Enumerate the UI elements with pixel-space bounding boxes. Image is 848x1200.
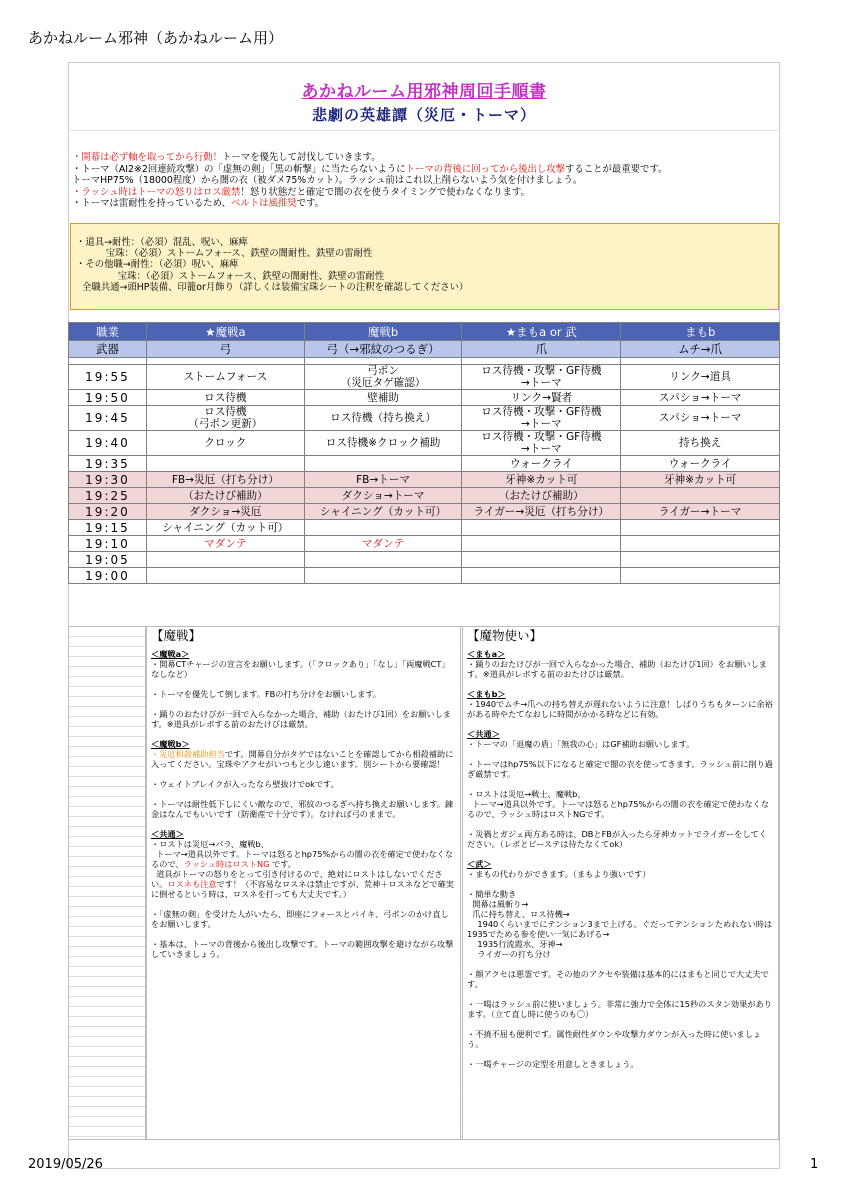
action-cell — [304, 568, 462, 584]
monster-master-panel — [462, 627, 779, 1139]
title-block — [68, 62, 780, 131]
action-cell: ロス待機 （弓ポン更新） — [146, 406, 304, 431]
action-cell: ロス待機 — [146, 390, 304, 406]
note-paragraph: ・トーマを優先して倒します。FBの打ち分けをお願いします。 — [151, 689, 382, 699]
note-paragraph: ・基本は、トーマの背後から後出し攻撃です。トーマの範囲攻撃を避けながら攻撃していきましょう。 — [151, 939, 454, 959]
action-cell — [621, 488, 780, 504]
margin-column — [69, 627, 146, 1139]
time-row — [69, 365, 780, 390]
note-paragraph: ・顔アクセは悪霊です。その他のアクセや装備は基本的にはまもと同じで大丈夫です。 — [467, 969, 769, 989]
action-cell: 壁補助 — [304, 390, 462, 406]
action-cell: ライガー→災厄（打ち分け） — [462, 504, 621, 520]
time-cell: 19:40 — [69, 431, 147, 456]
strategy-notes — [72, 152, 772, 210]
action-cell: 牙神※カット可 — [462, 472, 621, 488]
action-cell: リンク→賢者 — [462, 390, 621, 406]
action-cell: クロック — [146, 431, 304, 456]
action-cell: ロス待機・攻撃・GF待機 →トーマ — [462, 431, 621, 456]
action-cell — [146, 568, 304, 584]
job-header-row — [69, 323, 780, 341]
note-paragraph: ・一喝チャージの定型を用意しときましょう。 — [467, 1059, 639, 1069]
action-cell: 弓ポン （災厄タゲ確認） — [304, 365, 462, 390]
note-line: ・トーマは雷耐性を持っているため、ベルトは風推奨です。 — [72, 198, 325, 209]
action-cell: ウォークライ — [462, 456, 621, 472]
role-notes-area — [68, 626, 780, 1140]
action-cell: ロス待機※クロック補助 — [304, 431, 462, 456]
prep-line: ・その他職→耐性：（必須）呪い、麻痺 — [76, 259, 239, 271]
sub-title: 悲劇の英雄譚（災厄・トーマ） — [311, 106, 536, 124]
action-cell: シャイニング（カット可） — [304, 504, 462, 520]
action-cell: ダクショ→災厄 — [146, 504, 304, 520]
note-line: トーマHP75%（18000程度）から闇の衣（被ダメ75%カット）。ラッシュ前はこれ以上削らないよう気を付けましょう。 — [72, 175, 583, 186]
action-cell — [462, 520, 621, 536]
action-cell: リンク→道具 — [621, 365, 780, 390]
weapon-header-row — [69, 341, 780, 358]
action-cell — [146, 456, 304, 472]
note-paragraph: ・踊りのおたけびが一回で入らなかった場合、補助（おたけび1回）をお願いします。※道具がレボする前のおたけびは厳禁。 — [467, 659, 767, 679]
time-cell: 19:00 — [69, 568, 147, 584]
weapon-header: 爪 — [462, 341, 621, 358]
time-row — [69, 472, 780, 488]
note-paragraph: ・ロストは災厄→戦士、魔戦b、 トーマ→道具以外です。トーマは怒るとhp75%からの闇の衣を確定で使わなくなるので、ラッシュ時はロストNGです。 — [467, 789, 770, 819]
action-cell: マダンテ — [146, 536, 304, 552]
action-cell: ロス待機・攻撃・GF待機 →トーマ — [462, 365, 621, 390]
time-cell: 19:20 — [69, 504, 147, 520]
action-cell: ダクショ→トーマ — [304, 488, 462, 504]
action-cell — [621, 568, 780, 584]
panel-heading: 【魔戦】 — [151, 628, 202, 643]
time-cell: 19:15 — [69, 520, 147, 536]
section-title: ＜魔戦a＞ — [151, 649, 190, 659]
action-cell: FB→トーマ — [304, 472, 462, 488]
action-cell: ウォークライ — [621, 456, 780, 472]
time-row — [69, 536, 780, 552]
action-cell — [462, 568, 621, 584]
section-title: ＜武＞ — [467, 859, 492, 869]
prep-line: 宝珠：（必須）ストームフォース、鉄壁の闇耐性、鉄壁の雷耐性 — [76, 248, 373, 260]
time-row — [69, 456, 780, 472]
section-title: ＜まもa＞ — [467, 649, 506, 659]
time-cell: 19:45 — [69, 406, 147, 431]
action-cell — [462, 552, 621, 568]
note-paragraph: ・災禍とガジェ両方ある時は、DBとFBが入ったら牙神カットでライガーをしてください。（レボとビーステは待たなくてok） — [467, 829, 767, 849]
note-paragraph: ・ウェイトブレイクが入ったなら壁抜けでokです。 — [151, 779, 339, 789]
section-title: ＜共通＞ — [151, 829, 184, 839]
time-row — [69, 520, 780, 536]
main-title: あかねルーム用邪神周回手順書 — [301, 82, 547, 102]
action-cell: ライガー→トーマ — [621, 504, 780, 520]
action-cell: シャイニング（カット可） — [146, 520, 304, 536]
table-spacer — [69, 358, 780, 365]
note-paragraph: ・ロストは災厄→パラ、魔戦b、 トーマ→道具以外です。トーマは怒るとhp75%からの闇の衣を確定で使わなくなるので、ラッシュ時はロストNG です。 道具がトーマの怒りをとって引き付けるので、絶対にロストはしないでください。ロスネも注意です！（不容易なロスネは禁止ですが、荒神＋ロスネなどで確実に倒せるという時は、ロスネを打っても大丈夫です。） — [151, 839, 454, 899]
note-line: ・開幕は必ず軸を取ってから行動！トーマを優先して討伐していきます。 — [72, 152, 381, 163]
mage-warrior-panel — [146, 627, 461, 1139]
time-cell: 19:10 — [69, 536, 147, 552]
action-cell: ストームフォース — [146, 365, 304, 390]
footer-date: 2019/05/26 — [28, 1157, 103, 1172]
note-paragraph: ・トーマの「退魔の盾」「無我の心」はGF補助お願いします。 — [467, 739, 695, 749]
note-paragraph: ・一喝はラッシュ前に使いましょう。非常に強力で全体に15秒のスタン効果があります。（立て直し時に使うのも〇） — [467, 999, 772, 1019]
time-row — [69, 504, 780, 520]
note-paragraph: ・トーマは耐性低下しにくい敵なので、邪紋のつるぎへ持ち換えお願いします。錬金はなんでもいいです（防衛産で十分です）。なければ弓のままで。 — [151, 799, 454, 819]
equipment-requirements-box — [70, 223, 779, 310]
action-cell: ロス待機（持ち換え） — [304, 406, 462, 431]
note-line: ・トーマ（AI2※2回連続攻撃）の「虚無の剣」「黒の斬撃」に当たらないようにトーマの背後に回ってから後出し攻撃することが最重要です。 — [72, 163, 668, 175]
time-row — [69, 488, 780, 504]
action-cell — [621, 536, 780, 552]
job-header: ★まもa or 武 — [462, 323, 621, 341]
action-cell: スパショ→トーマ — [621, 390, 780, 406]
weapons-label: 武器 — [69, 341, 147, 358]
action-cell — [621, 520, 780, 536]
jobs-label: 職業 — [69, 323, 147, 341]
action-cell — [462, 536, 621, 552]
prep-line: 宝珠：（必須）ストームフォース、鉄壁の闇耐性、鉄壁の雷耐性 — [76, 270, 385, 282]
action-cell — [146, 552, 304, 568]
time-cell: 19:35 — [69, 456, 147, 472]
action-cell — [304, 520, 462, 536]
note-paragraph: ・踊りのおたけびが一回で入らなかった場合、補助（おたけび1回）をお願いします。※道具がレボする前のおたけびは厳禁。 — [151, 709, 451, 729]
action-cell: 持ち換え — [621, 431, 780, 456]
time-row — [69, 390, 780, 406]
time-row — [69, 552, 780, 568]
job-header: 魔戦b — [304, 323, 462, 341]
note-line: ・ラッシュ時はトーマの怒りはロス厳禁！怒り状態だと確定で闇の衣を使うタイミングで使わなくなります。 — [72, 186, 530, 198]
panel-heading: 【魔物使い】 — [467, 628, 543, 643]
section-title: ＜まもb＞ — [467, 689, 506, 699]
job-header: ★魔戦a — [146, 323, 304, 341]
rotation-table — [68, 322, 780, 584]
job-header: まもb — [621, 323, 780, 341]
action-cell: 牙神※カット可 — [621, 472, 780, 488]
note-paragraph: ・災厄相殺補助担当です。開幕自分がタゲではないことを確認してから相殺補助に入ってください。宝珠やアクセがいつもと少し違います。別シートから要確認！ — [151, 749, 454, 769]
note-paragraph: ・簡単な動き 開幕は風斬り→ 爪に持ち替え、ロス待機→ 1940くらいまでにテンション3まで上げる。ぐだってテンションためれない時は1935でためる参を使い一気にあげる→ 1935行流霞水、牙神→ ライガーの打ち分け — [467, 889, 773, 959]
action-cell: ロス待機・攻撃・GF待機 →トーマ — [462, 406, 621, 431]
weapon-header: 弓 — [146, 341, 304, 358]
footer-page-number: 1 — [810, 1157, 819, 1172]
section-title: ＜共通＞ — [467, 729, 500, 739]
time-cell: 19:25 — [69, 488, 147, 504]
note-paragraph: ・「虚無の剣」を受けた人がいたら、即座にフォースとバイキ、弓ポンのかけ直しをお願いします。 — [151, 909, 449, 929]
action-cell: スパショ→トーマ — [621, 406, 780, 431]
action-cell: マダンテ — [304, 536, 462, 552]
note-paragraph: ・トーマはhp75%以下になると確定で闇の衣を使ってきます。ラッシュ前に削り過ぎ厳禁です。 — [467, 759, 773, 779]
prep-line: 全職共通→頭HP装備、印籠or月飾り（詳しくは装備宝珠シートの注釈を確認してください） — [76, 281, 469, 293]
prep-line: ・道具→耐性：（必須）混乱、呪い、麻痺 — [76, 237, 248, 248]
note-paragraph: ・まもの代わりができます。（まもより強いです） — [467, 869, 651, 879]
action-cell — [304, 456, 462, 472]
document-header-title: あかねルーム邪神（あかねルーム用） — [28, 29, 284, 47]
note-paragraph: ・開幕CTチャージの宣言をお願いします。（「クロックあり」「なし」「両魔戦CT」なしなど） — [151, 659, 450, 679]
note-paragraph: ・1940でムチ→爪への持ち替えが遅れないように注意！しばりうちもターンに余裕がある時やたてなおしに時間がかかる時などに有効。 — [467, 699, 773, 719]
time-cell: 19:50 — [69, 390, 147, 406]
action-cell — [304, 552, 462, 568]
time-row — [69, 568, 780, 584]
time-row — [69, 406, 780, 431]
time-cell: 19:05 — [69, 552, 147, 568]
weapon-header: ムチ→爪 — [621, 341, 780, 358]
section-title: ＜魔戦b＞ — [151, 739, 190, 749]
action-cell — [621, 552, 780, 568]
time-cell: 19:55 — [69, 365, 147, 390]
action-cell: （おたけび補助） — [462, 488, 621, 504]
time-cell: 19:30 — [69, 472, 147, 488]
time-row — [69, 431, 780, 456]
weapon-header: 弓（→邪紋のつるぎ） — [304, 341, 462, 358]
action-cell: （おたけび補助） — [146, 488, 304, 504]
note-paragraph: ・不撓不屈も便利です。属性耐性ダウンや攻撃力ダウンが入った時に使いましょう。 — [467, 1029, 762, 1049]
action-cell: FB→災厄（打ち分け） — [146, 472, 304, 488]
